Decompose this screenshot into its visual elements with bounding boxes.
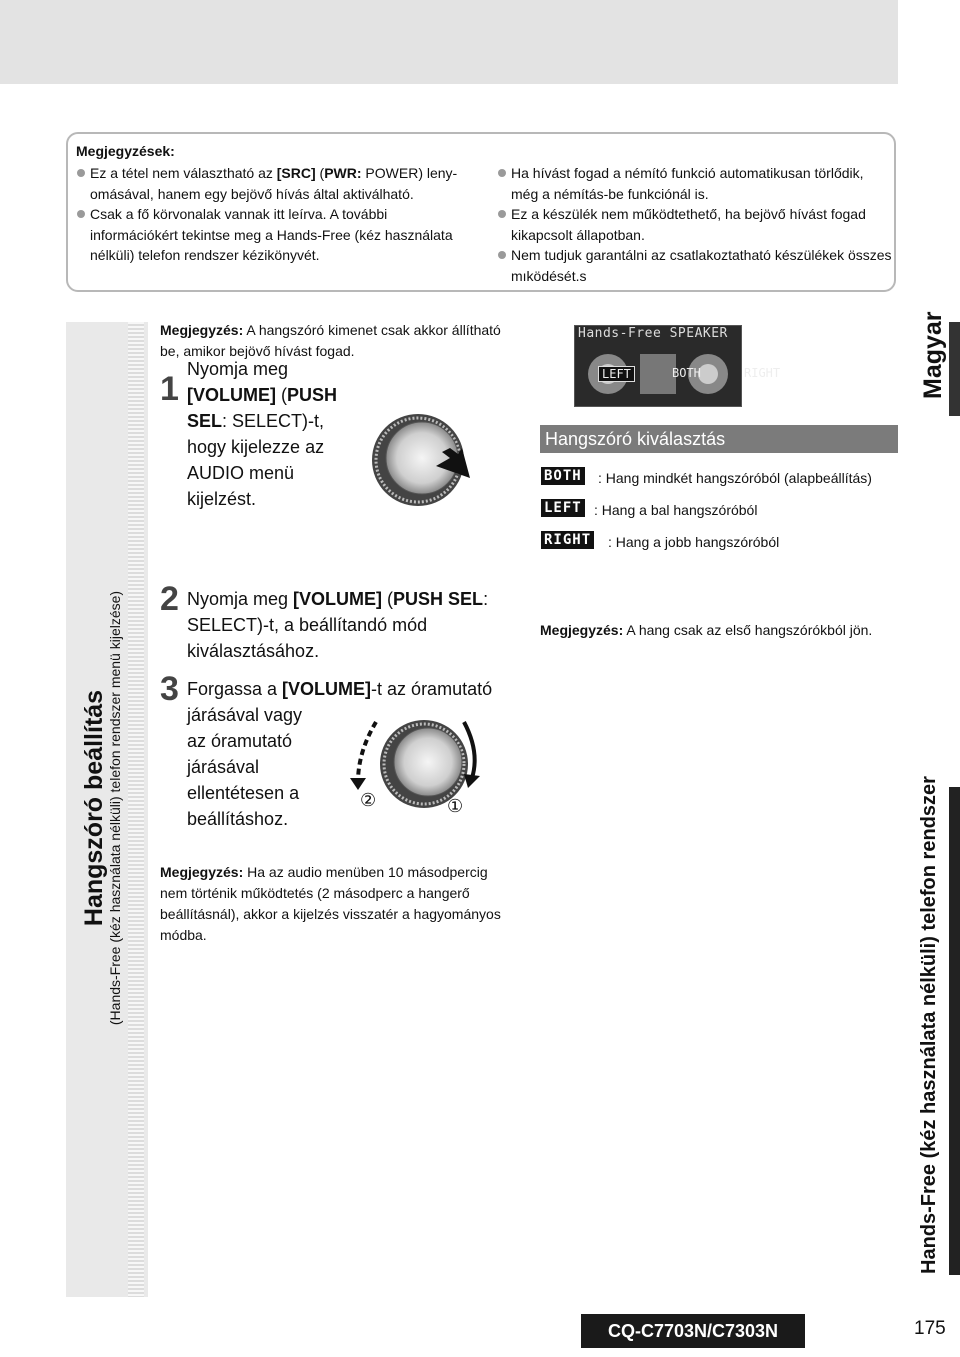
step-3-text: Forgassa a [VOLUME]-t az óramutató járásával vagy az óramutató járásával ellentétesen a beállításhoz. bbox=[187, 679, 493, 829]
right-vertical-bar bbox=[949, 787, 960, 1275]
model-number-badge: CQ-C7703N/C7303N bbox=[581, 1314, 805, 1348]
notes-right-column bbox=[497, 163, 892, 286]
tag-right: RIGHT bbox=[541, 531, 594, 549]
rotation-mark-1: ① bbox=[447, 796, 464, 816]
sidebar-stripes bbox=[128, 322, 144, 1297]
note-item-5: Nem tudjuk garantálni az csatlakoztatható készülékek összes mıködését.s bbox=[497, 245, 892, 286]
lcd-option-both: BOTH bbox=[672, 366, 701, 380]
rotation-mark-2: ② bbox=[360, 790, 377, 810]
tag-left: LEFT bbox=[541, 499, 585, 517]
note-speaker: Megjegyzés: A hangszóró kimenet csak akkor állítható be, amikor bejövő hívást fogad. bbox=[160, 322, 501, 359]
lcd-option-right: RIGHT bbox=[744, 366, 781, 380]
step-2-number: 2 bbox=[160, 580, 179, 618]
desc-right: : Hang a jobb hangszóróból bbox=[608, 534, 780, 550]
note-item-1: Ez a tétel nem választható az [SRC] (PWR: POWER) leny- omásával, hanem egy bejövő hívás által aktiválható. bbox=[76, 163, 476, 204]
speaker-selection-heading: Hangszóró kiválasztás bbox=[540, 425, 898, 453]
language-tab-bar bbox=[949, 322, 960, 416]
lcd-title: Hands-Free SPEAKER bbox=[578, 326, 728, 341]
notes-left-column bbox=[76, 163, 476, 266]
step-1-text: Nyomja meg [VOLUME] (PUSH SEL: SELECT)-t, hogy kijelezze az AUDIO menü kijelzést. bbox=[187, 359, 338, 509]
desc-both: : Hang mindkét hangszóróból (alapbeállítás) bbox=[598, 470, 872, 486]
note-timeout: Megjegyzés: Ha az audio menüben 10 másodpercig nem történik működtetés (2 másodperc a hangerő beállításnál), akkor a kijelzés visszatér a hagyományos módba. bbox=[160, 864, 501, 943]
tag-both: BOTH bbox=[541, 467, 585, 485]
note-item-2: Csak a fő körvonalak vannak itt leírva. A további információkért tekintse meg a Hands-Free (kéz használata nélküli) telefon rendszer kézikönyvét. bbox=[76, 204, 476, 266]
language-tab-label: Magyar bbox=[919, 311, 947, 399]
step-2-text: Nyomja meg [VOLUME] (PUSH SEL: SELECT)-t, a beállítandó mód kiválasztásához. bbox=[187, 589, 489, 661]
notes-title: Megjegyzések: bbox=[76, 143, 175, 159]
note-item-4: Ez a készülék nem működtethető, ha bejövő hívást fogad kikapcsolt állapotban. bbox=[497, 204, 892, 245]
sidebar-title: Hangszóró beállítás bbox=[80, 689, 108, 927]
note-front-speakers: Megjegyzés: A hang csak az első hangszórókból jön. bbox=[540, 622, 873, 638]
note-item-3: Ha hívást fogad a némító funkció automatikusan törlődik, még a némítás-be funkciónál is. bbox=[497, 163, 892, 204]
lcd-option-left: LEFT bbox=[598, 366, 635, 382]
volume-knob-press-illustration bbox=[370, 408, 480, 518]
desc-left: : Hang a bal hangszóróból bbox=[594, 502, 758, 518]
page-number: 175 bbox=[914, 1318, 946, 1339]
step-1-number: 1 bbox=[160, 370, 179, 408]
top-banner bbox=[0, 0, 898, 84]
step-3-number: 3 bbox=[160, 670, 179, 708]
right-vertical-title: Hands-Free (kéz használata nélküli) telefon rendszer bbox=[918, 776, 940, 1274]
sidebar-subtitle: (Hands-Free (kéz használata nélküli) telefon rendszer menü kijelzése) bbox=[107, 590, 123, 1026]
